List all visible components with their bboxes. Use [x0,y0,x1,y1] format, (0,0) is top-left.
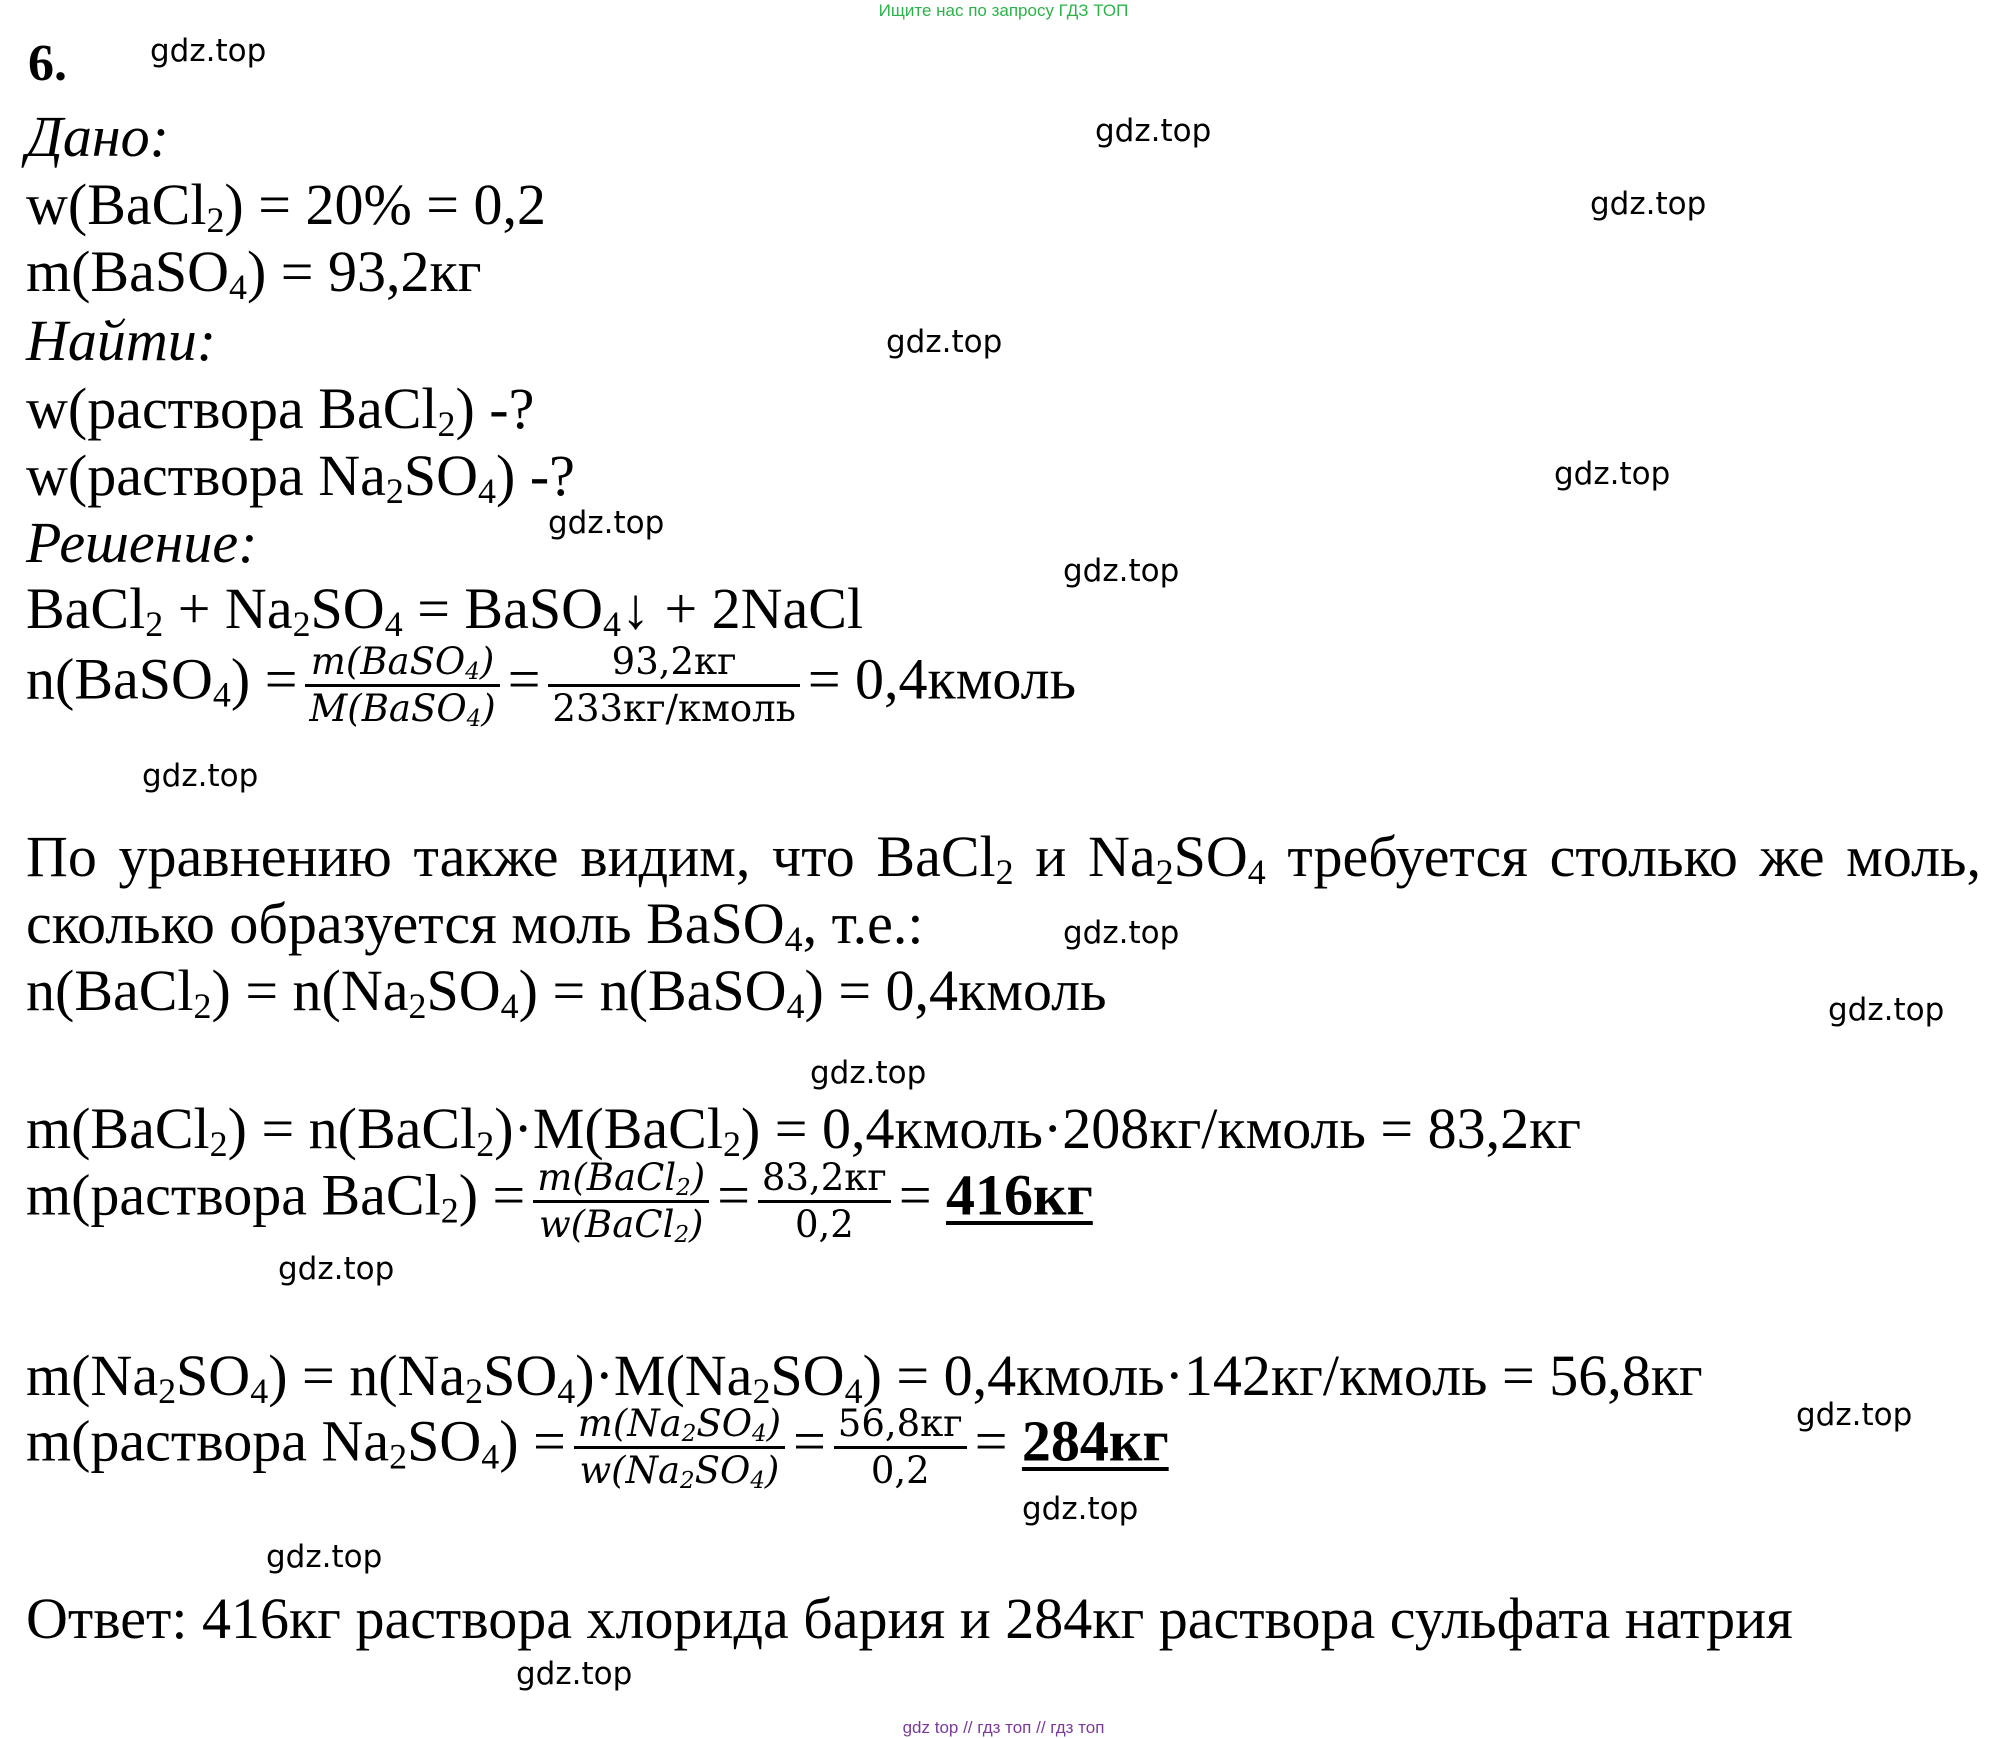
watermark: gdz.top [150,33,267,69]
solution-bacl2-mass: m(раствора BaCl$_2$) = $\frac{m(BaCl_2)}{w(BaCl_2)}$ = $\frac{83,2кг}{0,2}$ = 416кг [26,1156,1093,1248]
watermark: gdz.top [278,1251,395,1287]
footer-links: gdz top // гдз топ // гдз топ [902,1718,1105,1737]
watermark: gdz.top [1796,1397,1913,1433]
top-hint: Ищите нас по запросу ГДЗ ТОП [878,1,1129,20]
fraction-numerator: m(BaCl$_2$) [533,1156,709,1203]
equal-moles: n(BaCl$_2$) = $n(Na_2SO_4)$ = n(BaSO$_4$) = 0,4кмоль [26,958,1107,1026]
answer-text: Ответ: 416кг раствора хлорида бария и 284кг раствора сульфата натрия [26,1586,1793,1651]
given-w-bacl2: w(BaCl$_2$) = 20% = 0,2 [26,172,546,240]
fraction-numerator: $m(Na_2SO_4)$ [574,1402,785,1449]
watermark: gdz.top [1828,992,1945,1028]
find-q2: w(раствора $Na_2SO_4$) -? [26,443,575,511]
watermark: gdz.top [810,1055,927,1091]
fraction-denominator: 0,2 [794,1202,854,1246]
reaction-equation: BaCl$_2$ + $Na_2SO_4$ = BaSO$_4$↓ + 2NaCl [26,576,864,644]
find-label: Найти: [26,308,217,373]
fraction-m-over-w [574,1402,785,1492]
given-label: Дано: [26,104,169,169]
answer-bacl2: 416кг [946,1162,1093,1228]
m-bacl2-calc: m(BaCl$_2$) = n(BaCl$_2$)·M(BaCl$_2$) = 0,4кмоль·208кг/кмоль = 83,2кг [26,1096,1582,1164]
given-m-baso4: m(BaSO$_4$) = 93,2кг [26,239,482,307]
fraction-numerator: 56,8кг [834,1402,967,1449]
watermark: gdz.top [1554,456,1671,492]
fraction-values [548,640,799,730]
fraction-numerator: 83,2кг [758,1156,891,1203]
n-baso4-formula: n(BaSO$_4$) = $\frac{m(BaSO_4)}{M(BaSO_4)}$ = $\frac{93,2кг}{\text{233кг/кмоль}}$ = 0,4кмоль [26,640,1077,732]
watermark: gdz.top [1590,186,1707,222]
find-q1: w(раствора BaCl$_2$) -? [26,376,535,444]
watermark: gdz.top [1063,915,1180,951]
fraction-values [834,1402,967,1492]
watermark: gdz.top [266,1539,383,1575]
watermark: gdz.top [548,505,665,541]
explanation-line-2: сколько образуется моль BaSO$_4$, т.е.: [26,891,924,959]
fraction-denominator: $w(Na_2SO_4)$ [579,1448,780,1494]
explanation-line-1: По уравнению также видим, что BaCl$_2$ и $Na_2SO_4$ требуется столько же моль, [26,824,1982,892]
precipitate-arrow: ↓ [620,576,650,641]
watermark: gdz.top [142,758,259,794]
fraction-numerator: 93,2кг [548,640,799,687]
answer-na2so4: 284кг [1021,1408,1169,1474]
fraction-values [758,1156,891,1246]
n-baso4-result: = 0,4кмоль [807,646,1077,712]
m-na2so4-calc: $m(Na_2SO_4) = n(Na_2SO_4)\cdot M(Na_2SO_4)$ = 0,4кмоль·142кг/кмоль = 56,8кг [26,1343,1703,1411]
watermark: gdz.top [516,1656,633,1692]
fraction-denominator: M(BaSO$_4$) [309,686,496,732]
watermark: gdz.top [886,324,1003,360]
fraction-denominator: w(BaCl$_2$) [538,1202,704,1248]
fraction-denominator: 0,2 [870,1448,930,1492]
solution-label: Решение: [26,510,258,575]
solution-na2so4-mass: m(раствора $Na_2SO_4$) = $\frac{m(Na_2SO_4)}{w(Na_2SO_4)}$ = $\frac{56,8кг}{0,2}$ = 284кг [26,1402,1169,1494]
fraction-m-over-w [533,1156,709,1246]
task-number: 6. [28,35,67,92]
fraction-numerator: m(BaSO$_4$) [305,640,499,687]
watermark: gdz.top [1063,553,1180,589]
watermark: gdz.top [1022,1491,1139,1527]
watermark: gdz.top [1095,113,1212,149]
fraction-denominator: 233кг/кмоль [552,686,796,730]
fraction-m-over-M [305,640,499,730]
